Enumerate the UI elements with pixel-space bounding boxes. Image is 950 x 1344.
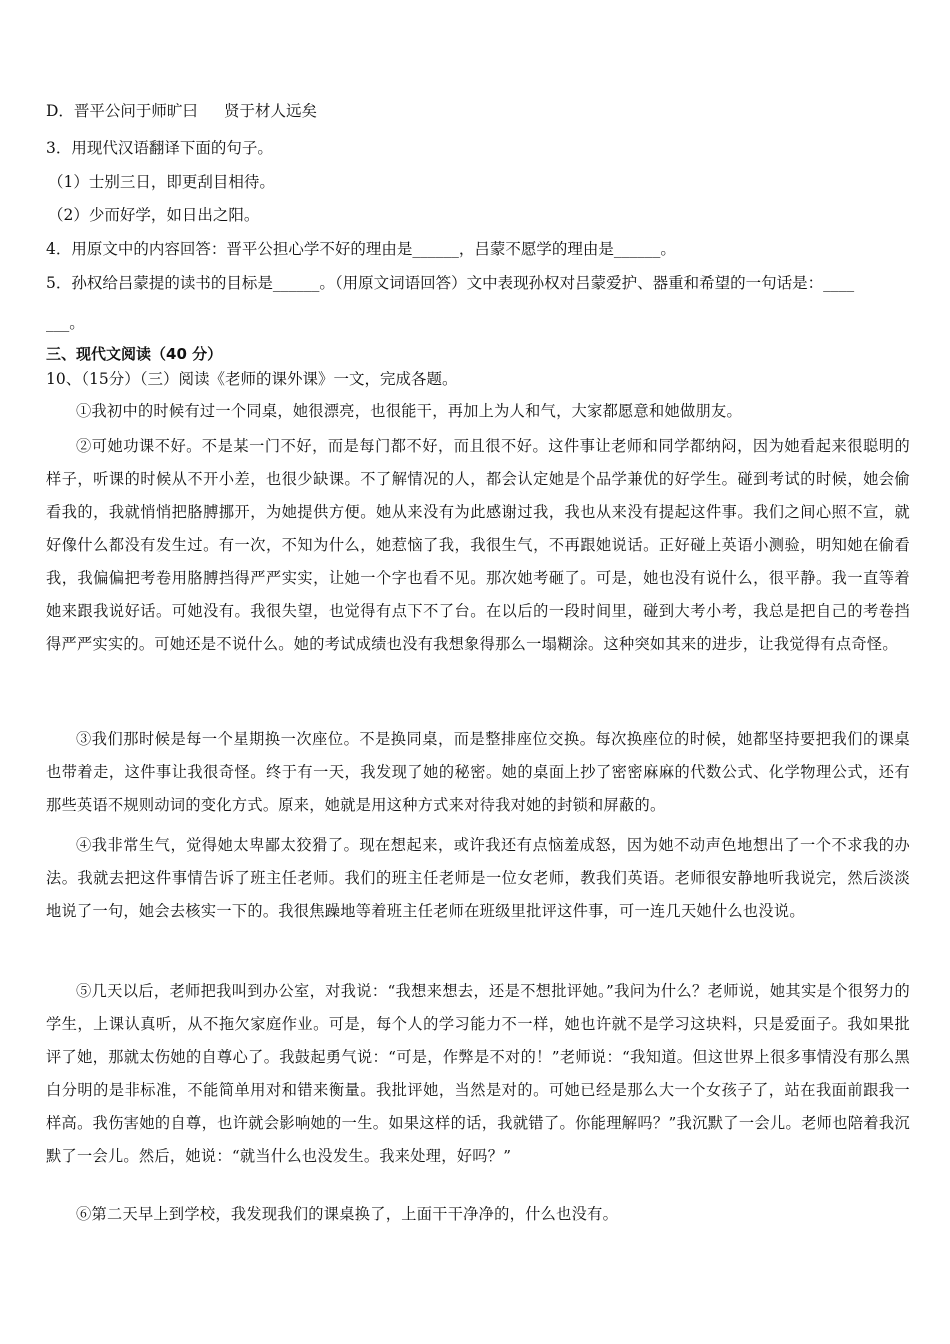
question-5-continued: ___。 bbox=[46, 314, 85, 332]
section-3-heading: 三、现代文阅读（40 分） bbox=[46, 345, 223, 363]
option-d-text: D．晋平公问于师旷曰 bbox=[46, 102, 198, 120]
question-3-item-2: （2）少而好学，如日出之阳。 bbox=[48, 206, 260, 224]
paragraph-2: ②可她功课不好。不是某一门不好，而是每门都不好，而且很不好。这件事让老师和同学都纳闷，因为她看起来很聪明的样子，听课的时候从不开小差，也很少缺课。不了解情况的人，都会认定她是个品学兼优的好学生。碰到考试的时候，她会偷看我的，我就悄悄把胳膊挪开，为她提供方便。她从来没有为此感谢过我，我也从来没有提起这件事。我们之间心照不宣，就好像什么都没有发生过。有一次，不知为什么，她惹恼了我，我很生气，不再跟她说话。正好碰上英语小测验，明知她在偷看我，我偏偏把考卷用胳膊挡得严严实实，让她一个字也看不见。那次她考砸了。可是，她也没有说什么，很平静。我一直等着她来跟我说好话。可她没有。我很失望，也觉得有点下不了台。在以后的一段时间里，碰到大考小考，我总是把自己的考卷挡得严严实实的。可她还是不说什么。她的考试成绩也没有我想象得那么一塌糊涂。这种突如其来的进步，让我觉得有点奇怪。 bbox=[46, 437, 910, 653]
question-3: 3．用现代汉语翻译下面的句子。 bbox=[46, 139, 273, 157]
question-10: 10、（15分）（三）阅读《老师的课外课》一文，完成各题。 bbox=[46, 370, 458, 388]
question-option-d bbox=[46, 100, 910, 122]
paragraph-1: ①我初中的时候有过一个同桌，她很漂亮，也很能干，再加上为人和气，大家都愿意和她做朋友。 bbox=[76, 402, 742, 420]
question-3-item-1: （1）士别三日，即更刮目相待。 bbox=[48, 173, 275, 191]
option-d-tail: 贤于材人远矣 bbox=[223, 102, 317, 120]
paragraph-4: ④我非常生气，觉得她太卑鄙太狡猾了。现在想起来，或许我还有点恼羞成怒，因为她不动声色地想出了一个不求我的办法。我就去把这件事情告诉了班主任老师。我们的班主任老师是一位女老师，教我们英语。老师很安静地听我说完，然后淡淡地说了一句，她会去核实一下的。我很焦躁地等着班主任老师在班级里批评这件事，可一连几天她什么也没说。 bbox=[46, 836, 910, 920]
paragraph-6: ⑥第二天早上到学校，我发现我们的课桌换了，上面干干净净的，什么也没有。 bbox=[76, 1205, 619, 1223]
paragraph-3: ③我们那时候是每一个星期换一次座位。不是换同桌，而是整排座位交换。每次换座位的时候，她都坚持要把我们的课桌也带着走，这件事让我很奇怪。终于有一天，我发现了她的秘密。她的桌面上抄了密密麻麻的代数公式、化学物理公式，还有那些英语不规则动词的变化方式。原来，她就是用这种方式来对待我对她的封锁和屏蔽的。 bbox=[46, 730, 910, 814]
question-5: 5．孙权给吕蒙提的读书的目标是______。（用原文词语回答）文中表现孙权对吕蒙爱护、器重和希望的一句话是：____ bbox=[46, 274, 855, 292]
paragraph-5: ⑤几天以后，老师把我叫到办公室，对我说：“我想来想去，还是不想批评她。”我问为什么？老师说，她其实是个很努力的学生，上课认真听，从不拖欠家庭作业。可是，每个人的学习能力不一样，她也许就不是学习这块料，只是爱面子。我如果批评了她，那就太伤她的自尊心了。我鼓起勇气说：“可是，作弊是不对的！”老师说：“我知道。但这世界上很多事情没有那么黑白分明的是非标准，不能简单用对和错来衡量。我批评她，当然是对的。可她已经是那么大一个女孩子了，站在我面前跟我一样高。我伤害她的自尊，也许就会影响她的一生。如果这样的话，我就错了。你能理解吗？”我沉默了一会儿。老师也陪着我沉默了一会儿。然后，她说：“就当什么也没发生。我来处理，好吗？” bbox=[46, 982, 910, 1165]
question-4: 4．用原文中的内容回答：晋平公担心学不好的理由是______，吕蒙不愿学的理由是______。 bbox=[46, 240, 676, 258]
